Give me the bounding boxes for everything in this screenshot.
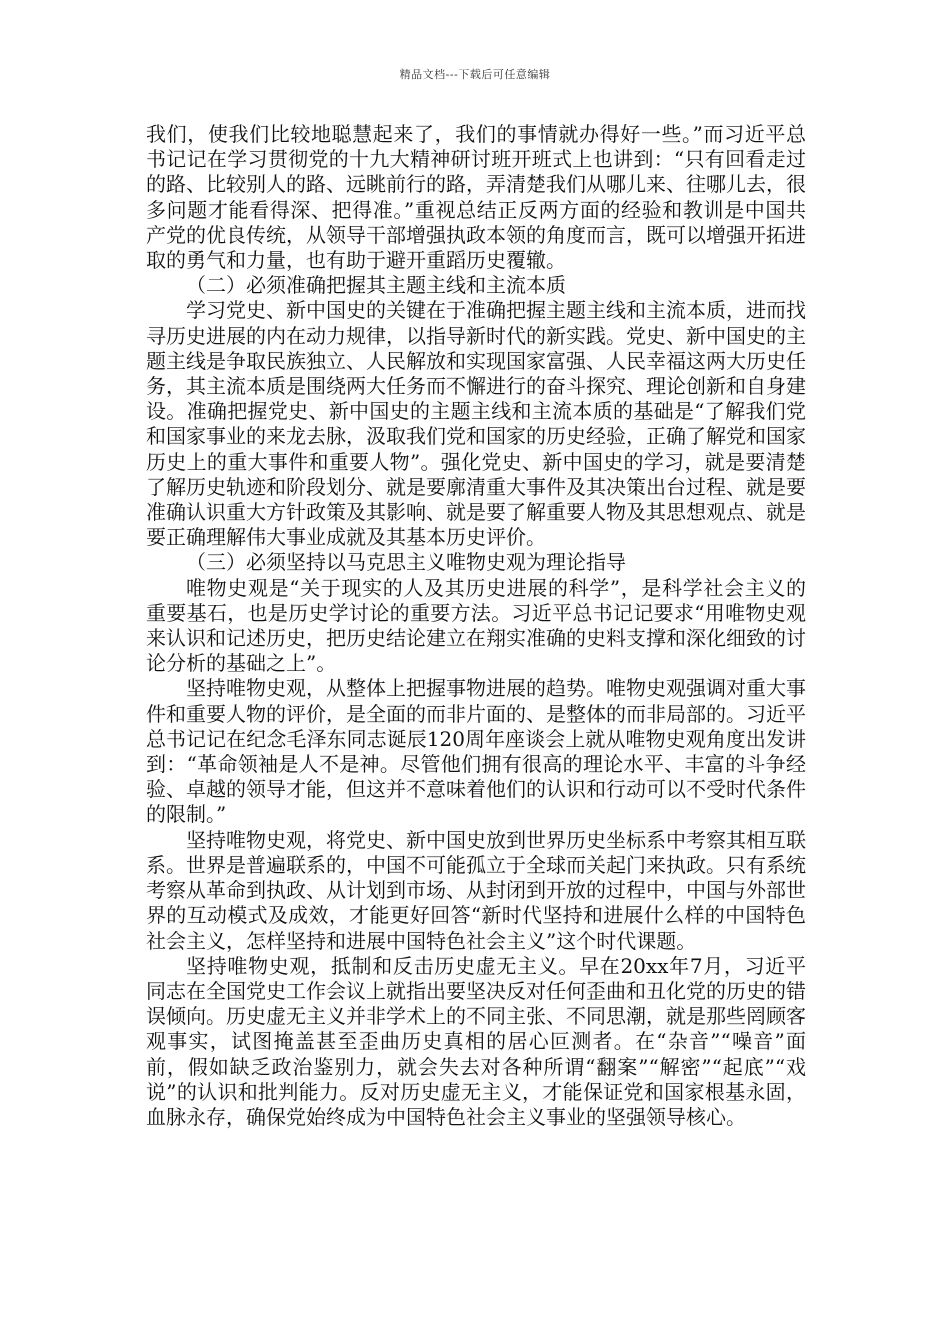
document-body — [146, 122, 806, 1130]
paragraph: 坚持唯物史观，从整体上把握事物进展的趋势。唯物史观强调对重大事件和重要人物的评价，是全面的而非片面的、是整体的而非局部的。习近平总书记记在纪念毛泽东同志诞辰120周年座谈会上就从唯物史观角度出发讲到：“革命领袖是人不是神。尽管他们拥有很高的理论水平、丰富的斗争经验、卓越的领导才能，但这并不意味着他们的认识和行动可以不受时代条件的限制。” — [146, 676, 806, 827]
paragraph: 坚持唯物史观，抵制和反击历史虚无主义。早在20xx年7月，习近平同志在全国党史工作会议上就指出要坚决反对任何歪曲和丑化党的历史的错误倾向。历史虚无主义并非学术上的不同主张、不同思潮，就是那些罔顾客观事实，试图掩盖甚至歪曲历史真相的居心叵测者。在“杂音”“噪音”面前，假如缺乏政治鉴别力，就会失去对各种所谓“翻案”“解密”“起底”“戏说”的认识和批判能力。反对历史虚无主义，才能保证党和国家根基永固，血脉永存，确保党始终成为中国特色社会主义事业的坚强领导核心。 — [146, 953, 806, 1129]
paragraph: 学习党史、新中国史的关键在于准确把握主题主线和主流本质，进而找寻历史进展的内在动力规律，以指导新时代的新实践。党史、新中国史的主题主线是争取民族独立、人民解放和实现国家富强、人民幸福这两大历史任务，其主流本质是围绕两大任务而不懈进行的奋斗探究、理论创新和自身建设。准确把握党史、新中国史的主题主线和主流本质的基础是“了解我们党和国家事业的来龙去脉，汲取我们党和国家的历史经验，正确了解党和国家历史上的重大事件和重要人物”。强化党史、新中国史的学习，就是要清楚了解历史轨迹和阶段划分、就是要廓清重大事件及其决策出台过程、就是要准确认识重大方针政策及其影响、就是要了解重要人物及其思想观点、就是要正确理解伟大事业成就及其基本历史评价。 — [146, 298, 806, 550]
paragraph: 唯物史观是“关于现实的人及其历史进展的科学”，是科学社会主义的重要基石，也是历史学讨论的重要方法。习近平总书记记要求“用唯物史观来认识和记述历史，把历史结论建立在翔实准确的史料支撑和深化细致的讨论分析的基础之上”。 — [146, 575, 806, 676]
page-header: 精品文档---下载后可任意编辑 — [399, 68, 551, 81]
paragraph: 坚持唯物史观，将党史、新中国史放到世界历史坐标系中考察其相互联系。世界是普遍联系的，中国不可能孤立于全球而关起门来执政。只有系统考察从革命到执政、从计划到市场、从封闭到开放的过程中，中国与外部世界的互动模式及成效，才能更好回答“新时代坚持和进展什么样的中国特色社会主义，怎样坚持和进展中国特色社会主义”这个时代课题。 — [146, 827, 806, 953]
section-heading-3: （三）必须坚持以马克思主义唯物史观为理论指导 — [186, 550, 626, 575]
paragraph-continuation: 我们，使我们比较地聪慧起来了，我们的事情就办得好一些。”而习近平总书记记在学习贯彻党的十九大精神研讨班开班式上也讲到：“只有回看走过的路、比较别人的路、远眺前行的路，弄清楚我们从哪儿来、往哪儿去，很多问题才能看得深、把得准。”重视总结正反两方面的经验和教训是中国共产党的优良传统，从领导干部增强执政本领的角度而言，既可以增强开拓进取的勇气和力量，也有助于避开重蹈历史覆辙。 — [146, 122, 806, 273]
section-heading-2: （二）必须准确把握其主题主线和主流本质 — [186, 273, 566, 298]
